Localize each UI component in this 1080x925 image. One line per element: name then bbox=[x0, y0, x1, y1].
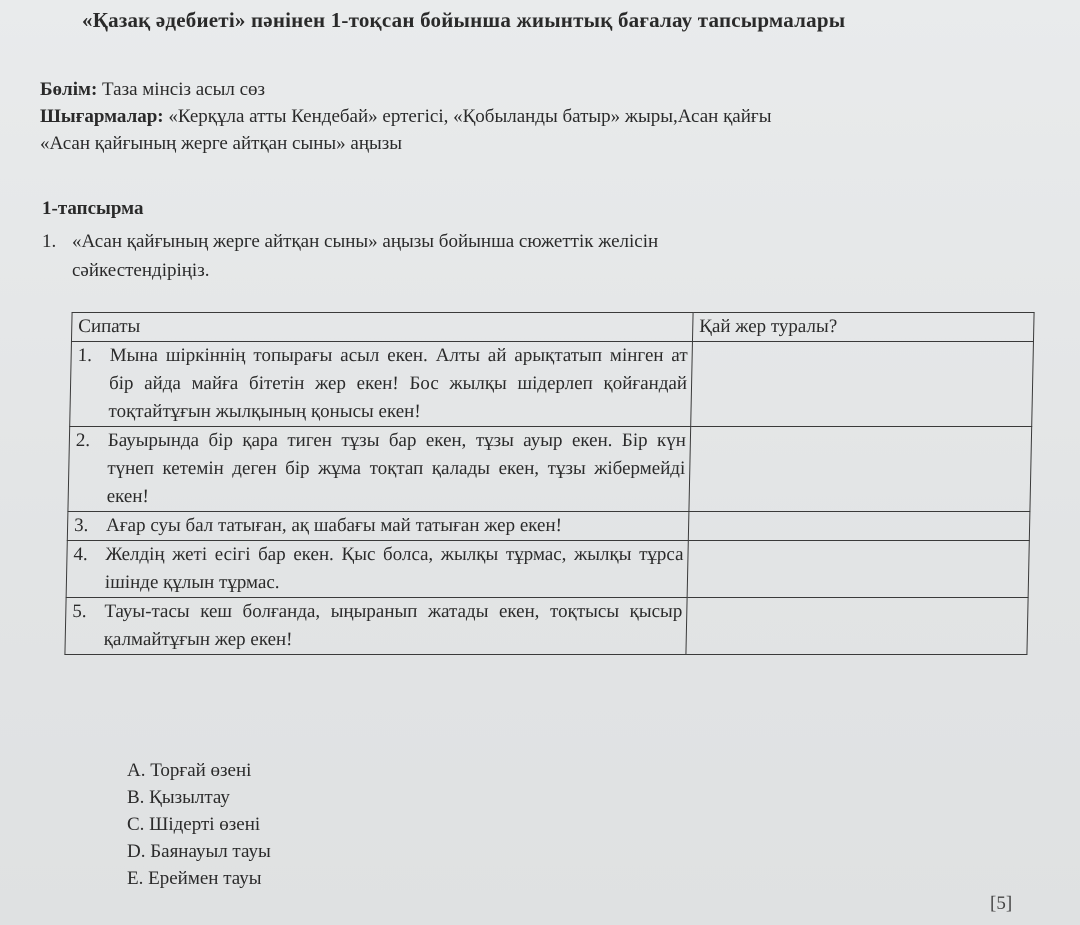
row-number: 3. bbox=[73, 515, 89, 536]
answer-cell[interactable] bbox=[687, 541, 1029, 598]
option-d: D. Баянауыл тауы bbox=[127, 841, 271, 862]
page-title: «Қазақ әдебиеті» пәнінен 1-тоқсан бойынша жиынтық бағалау тапсырмалары bbox=[82, 8, 846, 32]
option-a: A. Торғай өзені bbox=[127, 760, 252, 781]
works-label: Шығармалар: bbox=[40, 106, 164, 127]
table-row bbox=[67, 512, 1030, 541]
option-c: C. Шідерті өзені bbox=[127, 814, 261, 835]
row-number: 1. bbox=[77, 345, 93, 366]
row-description: Тауы-тасы кеш болғанда, ыңыранып жатады екен, тоқтысы қысыр қалмайтұғын жер екен! bbox=[103, 601, 683, 650]
header-place: Қай жер туралы? bbox=[692, 313, 1034, 342]
answer-cell[interactable] bbox=[686, 598, 1028, 655]
table-header-row bbox=[71, 313, 1034, 342]
table-row bbox=[66, 541, 1029, 598]
works-line-2: «Асан қайғының жерге айтқан сыны» аңызы bbox=[40, 133, 403, 154]
score-mark: [5] bbox=[990, 893, 1013, 914]
section-value: Таза мінсіз асыл сөз bbox=[102, 79, 266, 100]
option-b: B. Қызылтау bbox=[127, 787, 230, 808]
answer-cell[interactable] bbox=[688, 512, 1030, 541]
answer-cell[interactable] bbox=[689, 427, 1032, 512]
answer-options bbox=[127, 757, 271, 892]
section-label: Бөлім: bbox=[40, 79, 98, 100]
row-number: 5. bbox=[72, 601, 87, 622]
table-row bbox=[70, 342, 1034, 427]
table-row bbox=[68, 427, 1032, 512]
answer-cell[interactable] bbox=[691, 342, 1034, 427]
section-line bbox=[40, 76, 1050, 103]
works-line-1: «Керқұла атты Кендебай» ертегісі, «Қобыланды батыр» жыры,Асан қайғы bbox=[168, 106, 772, 127]
row-description: Желдің жеті есігі бар екен. Қыс болса, жылқы тұрмас, жылқы тұрса ішінде құлын тұрмас. bbox=[104, 544, 684, 593]
matching-table bbox=[64, 312, 1034, 655]
works-block bbox=[40, 103, 1050, 157]
row-number: 2. bbox=[75, 430, 91, 451]
task-number: 1. bbox=[42, 231, 57, 252]
task-question bbox=[42, 227, 902, 285]
task-text-line-2: сәйкестендіріңіз. bbox=[72, 260, 210, 281]
header-description: Сипаты bbox=[71, 313, 693, 342]
row-description: Бауырында бір қара тиген тұзы бар екен, тұзы ауыр екен. Бір күн түнеп кетемін деген бір жұма тоқтап қалады екен, тұзы жібермейді екен! bbox=[106, 430, 687, 507]
option-e: E. Ереймен тауы bbox=[127, 868, 262, 889]
task-text-line-1: «Асан қайғының жерге айтқан сыны» аңызы бойынша сюжеттік желісін bbox=[72, 231, 659, 252]
table-row bbox=[65, 598, 1028, 655]
row-description: Ағар суы бал татыған, ақ шабағы май татыған жер екен! bbox=[105, 515, 563, 536]
task-heading: 1-тапсырма bbox=[42, 198, 144, 219]
row-description: Мына шіркіннің топырағы асыл екен. Алты ай арықтатып мінген ат бір айда майға бітетін жер екен! Бос жылқы шідерлеп қойғандай тоқтайтұғын жылқының қонысы екен! bbox=[108, 345, 688, 422]
row-number: 4. bbox=[73, 544, 88, 565]
